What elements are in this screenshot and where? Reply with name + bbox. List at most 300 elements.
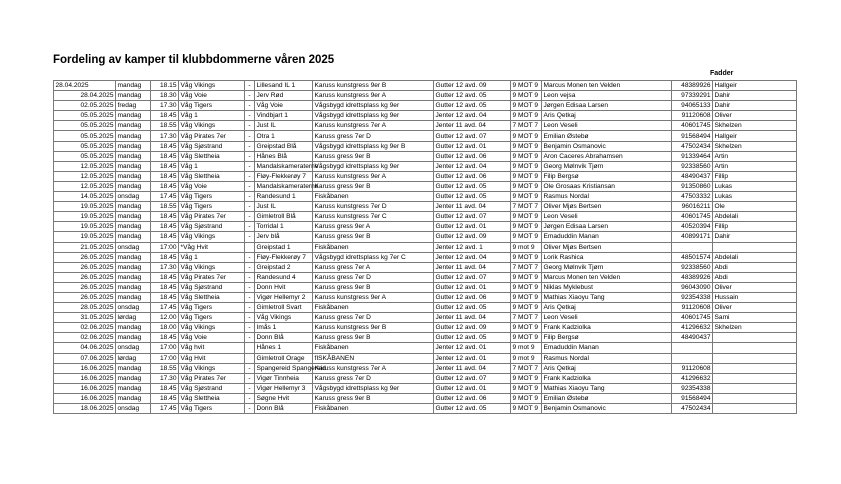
cell-away-team: Vigør Hellemyr 3 (255, 383, 313, 393)
cell-referee: Georg Mølnvik Tjørn (542, 161, 672, 171)
cell-date: 05.05.2025 (54, 121, 116, 131)
cell-fadder (713, 383, 797, 393)
cell-date: 16.06.2025 (54, 383, 116, 393)
cell-venue: Karuss gress 9er A (313, 222, 434, 232)
cell-separator: - (245, 313, 255, 323)
cell-time: 18.45 (151, 383, 179, 393)
table-row (54, 363, 797, 373)
cell-phone: 92354338 (672, 292, 713, 302)
cell-away-team: Just IL (255, 121, 313, 131)
cell-referee: Emilian Østebø (542, 393, 672, 403)
cell-venue: Karuss kunstgress 9er B (313, 81, 434, 91)
cell-phone: 91568494 (672, 393, 713, 403)
cell-time: 18.45 (151, 151, 179, 161)
cell-fadder: Oliver (713, 282, 797, 292)
cell-fadder: Oliver (713, 303, 797, 313)
cell-format: 9 MOT 9 (511, 323, 542, 333)
cell-class: Gutter 12 avd. 01 (434, 282, 511, 292)
cell-referee: Lorik Rashica (542, 252, 672, 262)
cell-referee: Leon Veseli (542, 313, 672, 323)
cell-home-team: Våg Hvit (179, 353, 245, 363)
cell-time: 18.45 (151, 272, 179, 282)
cell-venue: Vågsbygd idrettsplass kg 9er (313, 101, 434, 111)
cell-home-team: Våg Slettheia (179, 151, 245, 161)
cell-home-team: *Våg Hvit (179, 242, 245, 252)
cell-format: 9 MOT 9 (511, 303, 542, 313)
cell-venue: Karuss gress 7er D (313, 373, 434, 383)
cell-separator: - (245, 171, 255, 181)
cell-time: 18.55 (151, 121, 179, 131)
cell-date: 21.05.2025 (54, 242, 116, 252)
cell-referee: Leon Veseli (542, 121, 672, 131)
cell-referee: Filip Bergsø (542, 171, 672, 181)
cell-time: 12.00 (151, 313, 179, 323)
cell-home-team: Våg Sjøstrand (179, 141, 245, 151)
cell-phone: 41296632 (672, 373, 713, 383)
cell-phone (672, 343, 713, 353)
cell-format: 7 MOT 7 (511, 121, 542, 131)
cell-date: 16.06.2025 (54, 393, 116, 403)
cell-venue: Vågsbygd idrettsplass kg 9er B (313, 141, 434, 151)
cell-home-team: Våg Slettheia (179, 292, 245, 302)
cell-phone: 41296632 (672, 323, 713, 333)
cell-day: mandag (116, 181, 151, 191)
cell-venue: Karuss gress 7er D (313, 272, 434, 282)
cell-referee: Emilian Østebø (542, 131, 672, 141)
cell-day: mandag (116, 91, 151, 101)
table-row (54, 282, 797, 292)
cell-format: 9 MOT 9 (511, 181, 542, 191)
table-row (54, 181, 797, 191)
cell-day: mandag (116, 292, 151, 302)
cell-home-team: Våg Vikings (179, 232, 245, 242)
cell-phone: 47502434 (672, 404, 713, 414)
cell-venue: Karuss kunstgress 9er B (313, 323, 434, 333)
cell-time: 18.45 (151, 393, 179, 403)
cell-home-team: Våg Slettheia (179, 171, 245, 181)
cell-home-team: Våg Pirates 7er (179, 212, 245, 222)
cell-referee: Jørgen Edisaa Larsen (542, 101, 672, 111)
cell-referee: Mathias Xiaoyu Tang (542, 383, 672, 393)
cell-home-team: Våg Pirates 7er (179, 272, 245, 282)
cell-phone: 91120608 (672, 303, 713, 313)
table-row (54, 232, 797, 242)
cell-fadder: Ole (713, 202, 797, 212)
table-row (54, 111, 797, 121)
cell-date: 26.05.2025 (54, 292, 116, 302)
cell-referee: Frank Kadziolka (542, 373, 672, 383)
cell-phone: 40899171 (672, 232, 713, 242)
cell-time: 18.45 (151, 292, 179, 302)
cell-fadder: Artin (713, 151, 797, 161)
cell-class: Jenter 12 avd. 04 (434, 111, 511, 121)
cell-class: Gutter 12 avd. 06 (434, 292, 511, 302)
cell-away-team: Donn Hvit (255, 282, 313, 292)
cell-class: Jenter 11 avd. 04 (434, 363, 511, 373)
cell-class: Gutter 12 avd. 09 (434, 81, 511, 91)
cell-date: 26.05.2025 (54, 282, 116, 292)
cell-time: 17:00 (151, 343, 179, 353)
cell-phone: 40601745 (672, 313, 713, 323)
cell-day: mandag (116, 363, 151, 373)
cell-venue: Fiskåbanen (313, 192, 434, 202)
table-row (54, 383, 797, 393)
cell-away-team: Gimletroll Orage (255, 353, 313, 363)
cell-separator: - (245, 121, 255, 131)
cell-format: 9 MOT 9 (511, 151, 542, 161)
cell-date: 26.05.2025 (54, 272, 116, 282)
cell-date: 18.06.2025 (54, 404, 116, 414)
cell-class: Jenter 11 avd. 04 (434, 202, 511, 212)
cell-date: 04.06.2025 (54, 343, 116, 353)
cell-separator (245, 242, 255, 252)
cell-fadder (713, 393, 797, 403)
cell-away-team: Randesund 1 (255, 192, 313, 202)
cell-home-team: Våg Voie (179, 181, 245, 191)
page-title: Fordeling av kamper til klubbdommerne våren 2025 (53, 54, 335, 66)
cell-class: Gutter 12 avd. 09 (434, 232, 511, 242)
cell-format: 9 MOT 9 (511, 393, 542, 403)
table-row (54, 242, 797, 252)
cell-home-team: Våg Pirates 7er (179, 373, 245, 383)
table-row (54, 161, 797, 171)
cell-away-team: Jerv blå (255, 232, 313, 242)
cell-referee: Benjamin Osmanovic (542, 141, 672, 151)
table-row (54, 202, 797, 212)
cell-fadder: Hussain (713, 292, 797, 302)
cell-day: mandag (116, 121, 151, 131)
cell-away-team: Vigør Tinnheia (255, 373, 313, 383)
cell-fadder: Hallgeir (713, 131, 797, 141)
table-row (54, 373, 797, 383)
table-row (54, 262, 797, 272)
cell-time: 18.45 (151, 181, 179, 191)
cell-referee: Frank Kadziolka (542, 323, 672, 333)
cell-venue: Karuss kunstgress 7er D (313, 202, 434, 212)
cell-venue: Karuss gress 7er D (313, 313, 434, 323)
cell-time: 18.45 (151, 111, 179, 121)
cell-phone: 91120608 (672, 363, 713, 373)
cell-referee: Leon Veseli (542, 212, 672, 222)
cell-date: 14.05.2025 (54, 192, 116, 202)
cell-class: Jenter 12 avd. 04 (434, 252, 511, 262)
cell-date: 26.05.2025 (54, 262, 116, 272)
cell-format: 9 MOT 9 (511, 91, 542, 101)
cell-home-team: Våg Tigers (179, 202, 245, 212)
cell-referee: Rasmus Nordal (542, 192, 672, 202)
table-row (54, 313, 797, 323)
cell-time: 17:00 (151, 242, 179, 252)
cell-referee: Leon vejsa (542, 91, 672, 101)
cell-venue: Karuss gress 9er B (313, 282, 434, 292)
cell-format: 9 MOT 9 (511, 171, 542, 181)
cell-phone: 91568494 (672, 131, 713, 141)
cell-away-team: Greipstad 1 (255, 242, 313, 252)
cell-fadder: Skhelzen (713, 121, 797, 131)
cell-phone: 48389926 (672, 272, 713, 282)
cell-separator: - (245, 393, 255, 403)
cell-date: 19.05.2025 (54, 202, 116, 212)
cell-class: Gutter 12 avd. 07 (434, 373, 511, 383)
table-row (54, 333, 797, 343)
cell-time: 18.55 (151, 363, 179, 373)
cell-referee: Rasmus Nordal (542, 353, 672, 363)
cell-day: mandag (116, 262, 151, 272)
cell-phone (672, 242, 713, 252)
cell-phone: 96016211 (672, 202, 713, 212)
table-row (54, 101, 797, 111)
cell-class: Gutter 12 avd. 05 (434, 91, 511, 101)
cell-date: 12.05.2025 (54, 161, 116, 171)
cell-date: 05.05.2025 (54, 111, 116, 121)
cell-referee: Aris Qetkaj (542, 111, 672, 121)
cell-venue: Karuss gress 9er B (313, 232, 434, 242)
cell-format: 7 MOT 7 (511, 313, 542, 323)
cell-date: 16.06.2025 (54, 373, 116, 383)
cell-phone: 96043090 (672, 282, 713, 292)
cell-time: 17.30 (151, 262, 179, 272)
cell-separator: - (245, 81, 255, 91)
cell-format: 9 mot 9 (511, 353, 542, 363)
cell-home-team: Våg hvit (179, 343, 245, 353)
cell-time: 18.00 (151, 323, 179, 333)
cell-home-team: Våg Sjøstrand (179, 222, 245, 232)
cell-away-team: Greipstad 2 (255, 262, 313, 272)
cell-phone: 40601745 (672, 212, 713, 222)
cell-separator (245, 353, 255, 363)
cell-class: Gutter 12 avd. 06 (434, 171, 511, 181)
cell-time: 18.45 (151, 252, 179, 262)
cell-separator: - (245, 292, 255, 302)
cell-day: mandag (116, 323, 151, 333)
cell-venue: Karuss kunstgress 9er A (313, 91, 434, 101)
cell-day: mandag (116, 212, 151, 222)
cell-away-team: Lillesand IL 1 (255, 81, 313, 91)
cell-away-team: Imås 1 (255, 323, 313, 333)
cell-referee: Georg Mølnvik Tjørn (542, 262, 672, 272)
cell-venue: Karuss gress 9er B (313, 393, 434, 403)
cell-venue: Karuss kunstgress 9er A (313, 292, 434, 302)
cell-class: Gutter 12 avd. 01 (434, 383, 511, 393)
cell-away-team: Donn Blå (255, 333, 313, 343)
cell-away-team: Gimletroll Blå (255, 212, 313, 222)
cell-day: mandag (116, 171, 151, 181)
cell-fadder (713, 242, 797, 252)
cell-referee: Filip Bergsø (542, 333, 672, 343)
cell-time: 17.45 (151, 192, 179, 202)
cell-day: onsdag (116, 303, 151, 313)
cell-day: mandag (116, 393, 151, 403)
cell-separator: - (245, 181, 255, 191)
cell-class: Gutter 12 avd. 09 (434, 323, 511, 333)
cell-separator: - (245, 333, 255, 343)
cell-phone: 48389926 (672, 81, 713, 91)
cell-date: 26.05.2025 (54, 252, 116, 262)
cell-phone: 47503332 (672, 192, 713, 202)
cell-separator: - (245, 202, 255, 212)
cell-separator: - (245, 373, 255, 383)
cell-date: 05.05.2025 (54, 141, 116, 151)
cell-referee: Marcus Monen ten Velden (542, 81, 672, 91)
cell-date: 05.05.2025 (54, 151, 116, 161)
cell-away-team: Søgne Hvit (255, 393, 313, 403)
table-row (54, 323, 797, 333)
cell-referee: Mathias Xiaoyu Tang (542, 292, 672, 302)
cell-fadder (713, 353, 797, 363)
cell-separator: - (245, 212, 255, 222)
cell-day: mandag (116, 131, 151, 141)
cell-format: 9 MOT 9 (511, 131, 542, 141)
cell-date: 16.06.2025 (54, 363, 116, 373)
cell-fadder (713, 333, 797, 343)
cell-home-team: Våg Slettheia (179, 393, 245, 403)
cell-format: 9 MOT 9 (511, 111, 542, 121)
cell-time: 18.45 (151, 161, 179, 171)
table-row (54, 212, 797, 222)
cell-fadder: Abdi (713, 272, 797, 282)
cell-format: 9 MOT 9 (511, 373, 542, 383)
cell-time: 18.45 (151, 232, 179, 242)
cell-fadder (713, 373, 797, 383)
cell-away-team: Torridal 1 (255, 222, 313, 232)
cell-home-team: Våg Pirates 7er (179, 131, 245, 141)
cell-venue: Vågsbygd idrettsplass kg 9er (313, 383, 434, 393)
cell-day: lørdag (116, 313, 151, 323)
cell-venue: Fiskåbanen (313, 404, 434, 414)
cell-format: 9 MOT 9 (511, 141, 542, 151)
cell-class: Gutter 12 avd. 06 (434, 151, 511, 161)
cell-format: 9 MOT 9 (511, 192, 542, 202)
cell-away-team: Hånes 1 (255, 343, 313, 353)
cell-time: 17.30 (151, 131, 179, 141)
cell-class: Jenter 12 avd. 01 (434, 353, 511, 363)
table-row (54, 252, 797, 262)
cell-format: 9 MOT 9 (511, 292, 542, 302)
cell-fadder: Skhelzen (713, 141, 797, 151)
cell-referee: Aris Qetkaj (542, 363, 672, 373)
cell-date: 02.06.2025 (54, 323, 116, 333)
cell-date: 12.05.2025 (54, 171, 116, 181)
cell-separator (245, 343, 255, 353)
cell-time: 18.55 (151, 202, 179, 212)
cell-format: 9 MOT 9 (511, 383, 542, 393)
cell-class: Jenter 12 avd. 04 (434, 161, 511, 171)
cell-separator: - (245, 272, 255, 282)
cell-phone: 92338560 (672, 161, 713, 171)
cell-away-team: Våg Voie (255, 101, 313, 111)
cell-separator: - (245, 141, 255, 151)
table-row (54, 171, 797, 181)
cell-venue: Vågsbygd idrettsplass kg 7er C (313, 252, 434, 262)
cell-class: Jenter 12 avd. 1 (434, 242, 511, 252)
cell-class: Gutter 12 avd. 05 (434, 192, 511, 202)
cell-date: 19.05.2025 (54, 232, 116, 242)
cell-time: 18.45 (151, 282, 179, 292)
cell-away-team: Fløy-Flekkerøy 7 (255, 252, 313, 262)
cell-separator: - (245, 192, 255, 202)
cell-phone (672, 353, 713, 363)
table-row (54, 121, 797, 131)
cell-class: Gutter 12 avd. 05 (434, 333, 511, 343)
cell-day: onsdag (116, 343, 151, 353)
cell-venue: Karuss gress 7er A (313, 262, 434, 272)
cell-class: Jenter 11 avd. 04 (434, 121, 511, 131)
cell-phone: 91350860 (672, 181, 713, 191)
cell-date: 28.04.2025 (54, 91, 116, 101)
cell-venue: Fiskåbanen (313, 303, 434, 313)
cell-referee: Ole Grosaas Kristiansan (542, 181, 672, 191)
cell-day: mandag (116, 202, 151, 212)
cell-date: 07.06.2025 (54, 353, 116, 363)
cell-date: 19.05.2025 (54, 222, 116, 232)
cell-day: lørdag (116, 353, 151, 363)
cell-day: mandag (116, 141, 151, 151)
cell-home-team: Våg 1 (179, 161, 245, 171)
cell-phone: 94065133 (672, 101, 713, 111)
cell-phone: 40601745 (672, 121, 713, 131)
cell-time: 18.45 (151, 333, 179, 343)
cell-separator: - (245, 222, 255, 232)
cell-format: 9 MOT 9 (511, 101, 542, 111)
cell-day: mandag (116, 81, 151, 91)
cell-separator: - (245, 303, 255, 313)
cell-date: 31.05.2025 (54, 313, 116, 323)
cell-home-team: Våg Vikings (179, 121, 245, 131)
cell-class: Gutter 12 avd. 05 (434, 404, 511, 414)
cell-away-team: Jerv Rød (255, 91, 313, 101)
cell-phone: 48490437 (672, 171, 713, 181)
cell-phone: 97339291 (672, 91, 713, 101)
table-row (54, 192, 797, 202)
cell-date: 28.05.2025 (54, 303, 116, 313)
cell-phone: 47502434 (672, 141, 713, 151)
cell-away-team: Randesund 4 (255, 272, 313, 282)
cell-class: Gutter 12 avd. 05 (434, 101, 511, 111)
match-schedule-table (53, 80, 797, 414)
cell-format: 7 MOT 7 (511, 202, 542, 212)
cell-format: 7 MOT 7 (511, 262, 542, 272)
cell-class: Gutter 12 avd. 07 (434, 212, 511, 222)
cell-time: 18.15 (151, 81, 179, 91)
cell-fadder: Lukas (713, 192, 797, 202)
cell-format: 9 MOT 9 (511, 333, 542, 343)
cell-home-team: Våg Tigers (179, 303, 245, 313)
cell-separator: - (245, 131, 255, 141)
cell-home-team: Våg Tigers (179, 404, 245, 414)
cell-referee: Benjamin Osmanovic (542, 404, 672, 414)
table-row (54, 393, 797, 403)
cell-phone: 48501574 (672, 252, 713, 262)
cell-format: 9 MOT 9 (511, 404, 542, 414)
cell-venue: Karuss gress 9er B (313, 333, 434, 343)
cell-class: Gutter 12 avd. 01 (434, 222, 511, 232)
cell-home-team: Våg Vikings (179, 323, 245, 333)
cell-time: 18.45 (151, 212, 179, 222)
cell-separator: - (245, 404, 255, 414)
cell-time: 18.45 (151, 222, 179, 232)
cell-fadder: Dahir (713, 101, 797, 111)
cell-separator: - (245, 383, 255, 393)
cell-home-team: Våg Tigers (179, 101, 245, 111)
cell-phone: 91120608 (672, 111, 713, 121)
cell-venue: Karuss kunstgress 7er A (313, 363, 434, 373)
cell-class: Gutter 12 avd. 05 (434, 303, 511, 313)
cell-fadder: Abdelali (713, 212, 797, 222)
cell-format: 7 MOT 7 (511, 363, 542, 373)
cell-time: 17.45 (151, 404, 179, 414)
cell-format: 9 MOT 9 (511, 222, 542, 232)
cell-separator: - (245, 111, 255, 121)
